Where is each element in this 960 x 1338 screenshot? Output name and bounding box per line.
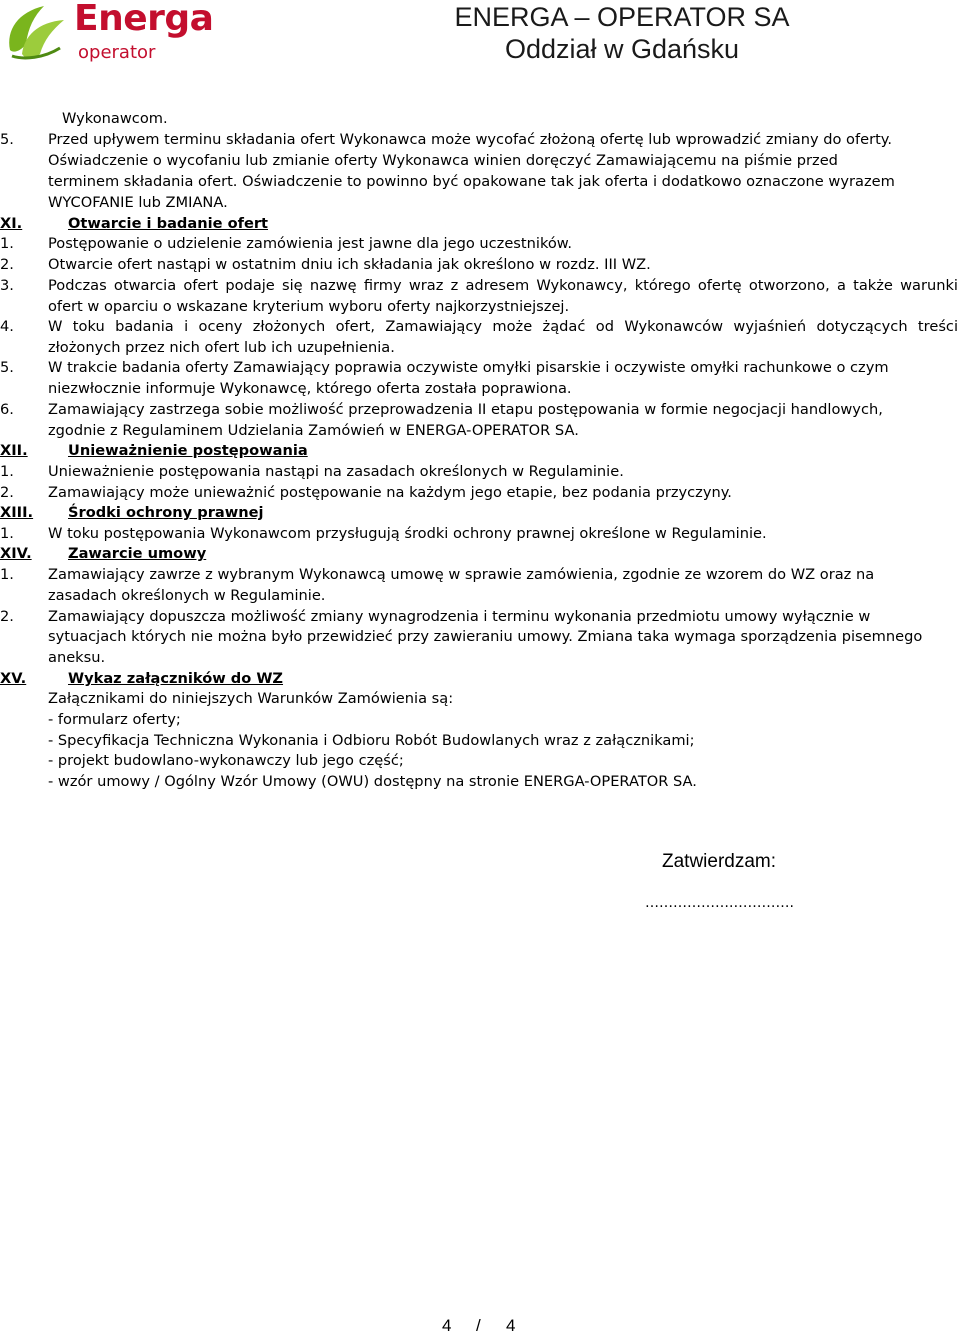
page-current: 4 [442,1316,452,1335]
list-item [0,130,960,150]
line-text: Zamawiający może unieważnić postępowanie na każdym jego etapie, bez podania przyczyny. [48,484,732,501]
line-text: Postępowanie o udzielenie zamówienia jest jawne dla jego uczestników. [48,235,573,252]
line-text: - formularz oferty; [48,711,181,728]
line-text: Oświadczenie o wycofaniu lub zmianie oferty Wykonawca winien doręczyć Zamawiającemu na piśmie przed [48,152,838,169]
attachment-item [0,772,960,792]
line-text: W trakcie badania oferty Zamawiający poprawia oczywiste omyłki pisarskie i oczywiste omyłki rachunkowe o czym [48,359,889,376]
list-item [0,462,960,482]
energa-operator-logo [4,0,214,72]
item-number: 2. [0,484,14,501]
section-heading [0,441,960,461]
section-number: XII. [0,442,28,459]
text-line [0,109,960,129]
line-text: W toku badania i oceny złożonych ofert, Zamawiający może żądać od Wykonawców wyjaśnień dotyczących treści [48,318,958,335]
list-item [0,234,960,254]
line-text: Podczas otwarcia ofert podaje się nazwę firmy wraz z adresem Wykonawcy, którego ofertę otworzono, a także warunki [48,277,958,294]
item-number: 1. [0,525,14,542]
line-text: - projekt budowlano-wykonawczy lub jego część; [48,752,404,769]
branch-name: Oddział w Gdańsku [504,34,740,64]
line-text: - Specyfikacja Techniczna Wykonania i Odbioru Robót Budowlanych wraz z załącznikami; [48,732,695,749]
section-title: Środki ochrony prawnej [68,504,264,521]
section-number: XI. [0,215,23,232]
line-text: Wykonawcom. [62,110,168,127]
page-separator: / [476,1316,481,1335]
section-heading [0,214,960,234]
line-text: złożonych przez nich ofert lub ich uzupełnienia. [48,339,395,356]
line-text: Przed upływem terminu składania ofert Wykonawca może wycofać złożoną ofertę lub wprowadzić zmiany do oferty. [48,131,893,148]
text-line [0,689,960,709]
logo-subtitle: operator [78,42,156,63]
text-line [0,193,960,213]
item-number: 1. [0,235,14,252]
text-line [0,421,960,441]
section-heading [0,544,960,564]
line-text: - wzór umowy / Ogólny Wzór Umowy (OWU) dostępny na stronie ENERGA-OPERATOR SA. [48,773,697,790]
item-number: 2. [0,256,14,273]
list-item [0,317,960,337]
attachment-item [0,751,960,771]
list-item [0,276,960,296]
item-number: 2. [0,608,14,625]
item-number: 1. [0,463,14,480]
line-text: Załącznikami do niniejszych Warunków Zamówienia są: [48,690,454,707]
item-number: 4. [0,318,14,335]
section-number: XV. [0,670,27,687]
list-item [0,255,960,275]
line-text: W toku postępowania Wykonawcom przysługują środki ochrony prawnej określone w Regulaminie. [48,525,767,542]
line-text: Unieważnienie postępowania nastąpi na zasadach określonych w Regulaminie. [48,463,624,480]
attachment-item [0,710,960,730]
item-number: 1. [0,566,14,583]
attachment-item [0,731,960,751]
section-number: XIII. [0,504,34,521]
section-number: XIV. [0,545,32,562]
line-text: aneksu. [48,649,106,666]
section-title: Zawarcie umowy [68,545,207,562]
line-text: sytuacjach których nie można było przewidzieć przy zawieraniu umowy. Zmiana taka wymaga sporządzenia pisemnego [48,628,923,645]
company-name: ENERGA – OPERATOR SA [454,2,790,32]
line-text: zgodnie z Regulaminem Udzielania Zamówień w ENERGA-OPERATOR SA. [48,422,579,439]
line-text: ofert w oparciu o wskazane kryterium wyboru oferty najkorzystniejszej. [48,298,570,315]
list-item [0,607,960,627]
section-title: Wykaz załączników do WZ [68,670,284,687]
item-number: 5. [0,359,14,376]
line-text: Otwarcie ofert nastąpi w ostatnim dniu ich składania jak określono w rozdz. III WZ. [48,256,651,273]
line-text: terminem składania ofert. Oświadczenie to powinno być opakowane tak jak oferta i dodatkowo oznaczone wyrazem [48,173,895,190]
item-number: 3. [0,277,14,294]
section-heading [0,669,960,689]
list-item [0,524,960,544]
text-line [0,627,960,647]
line-text: zasadach określonych w Regulaminie. [48,587,326,604]
line-text: WYCOFANIE lub ZMIANA. [48,194,228,211]
list-item [0,358,960,378]
list-item [0,400,960,420]
page-total: 4 [506,1316,516,1335]
text-line [0,338,960,358]
list-item [0,483,960,503]
approval-label: Zatwierdzam: [662,851,777,872]
item-number: 6. [0,401,14,418]
line-text: Zamawiający zawrze z wybranym Wykonawcą umowę w sprawie zamówienia, zgodnie ze wzorem do WZ oraz na [48,566,875,583]
line-text: niezwłocznie informuje Wykonawcę, którego oferta została poprawiona. [48,380,572,397]
text-line [0,151,960,171]
section-title: Otwarcie i badanie ofert [68,215,269,232]
logo-wordmark: Energa [74,0,214,39]
section-title: Unieważnienie postępowania [68,442,308,459]
line-text: Zamawiający dopuszcza możliwość zmiany wynagrodzenia i terminu wykonania przedmiotu umowy wyłącznie w [48,608,871,625]
text-line [0,172,960,192]
text-line [0,648,960,668]
leaf-icon [4,4,74,64]
text-line [0,379,960,399]
section-heading [0,503,960,523]
line-text: Zamawiający zastrzega sobie możliwość przeprowadzenia II etapu postępowania w formie negocjacji handlowych, [48,401,883,418]
text-line [0,586,960,606]
item-number: 5. [0,131,14,148]
text-line [0,297,960,317]
signature-line: ……………….…………. [645,895,794,911]
list-item [0,565,960,585]
